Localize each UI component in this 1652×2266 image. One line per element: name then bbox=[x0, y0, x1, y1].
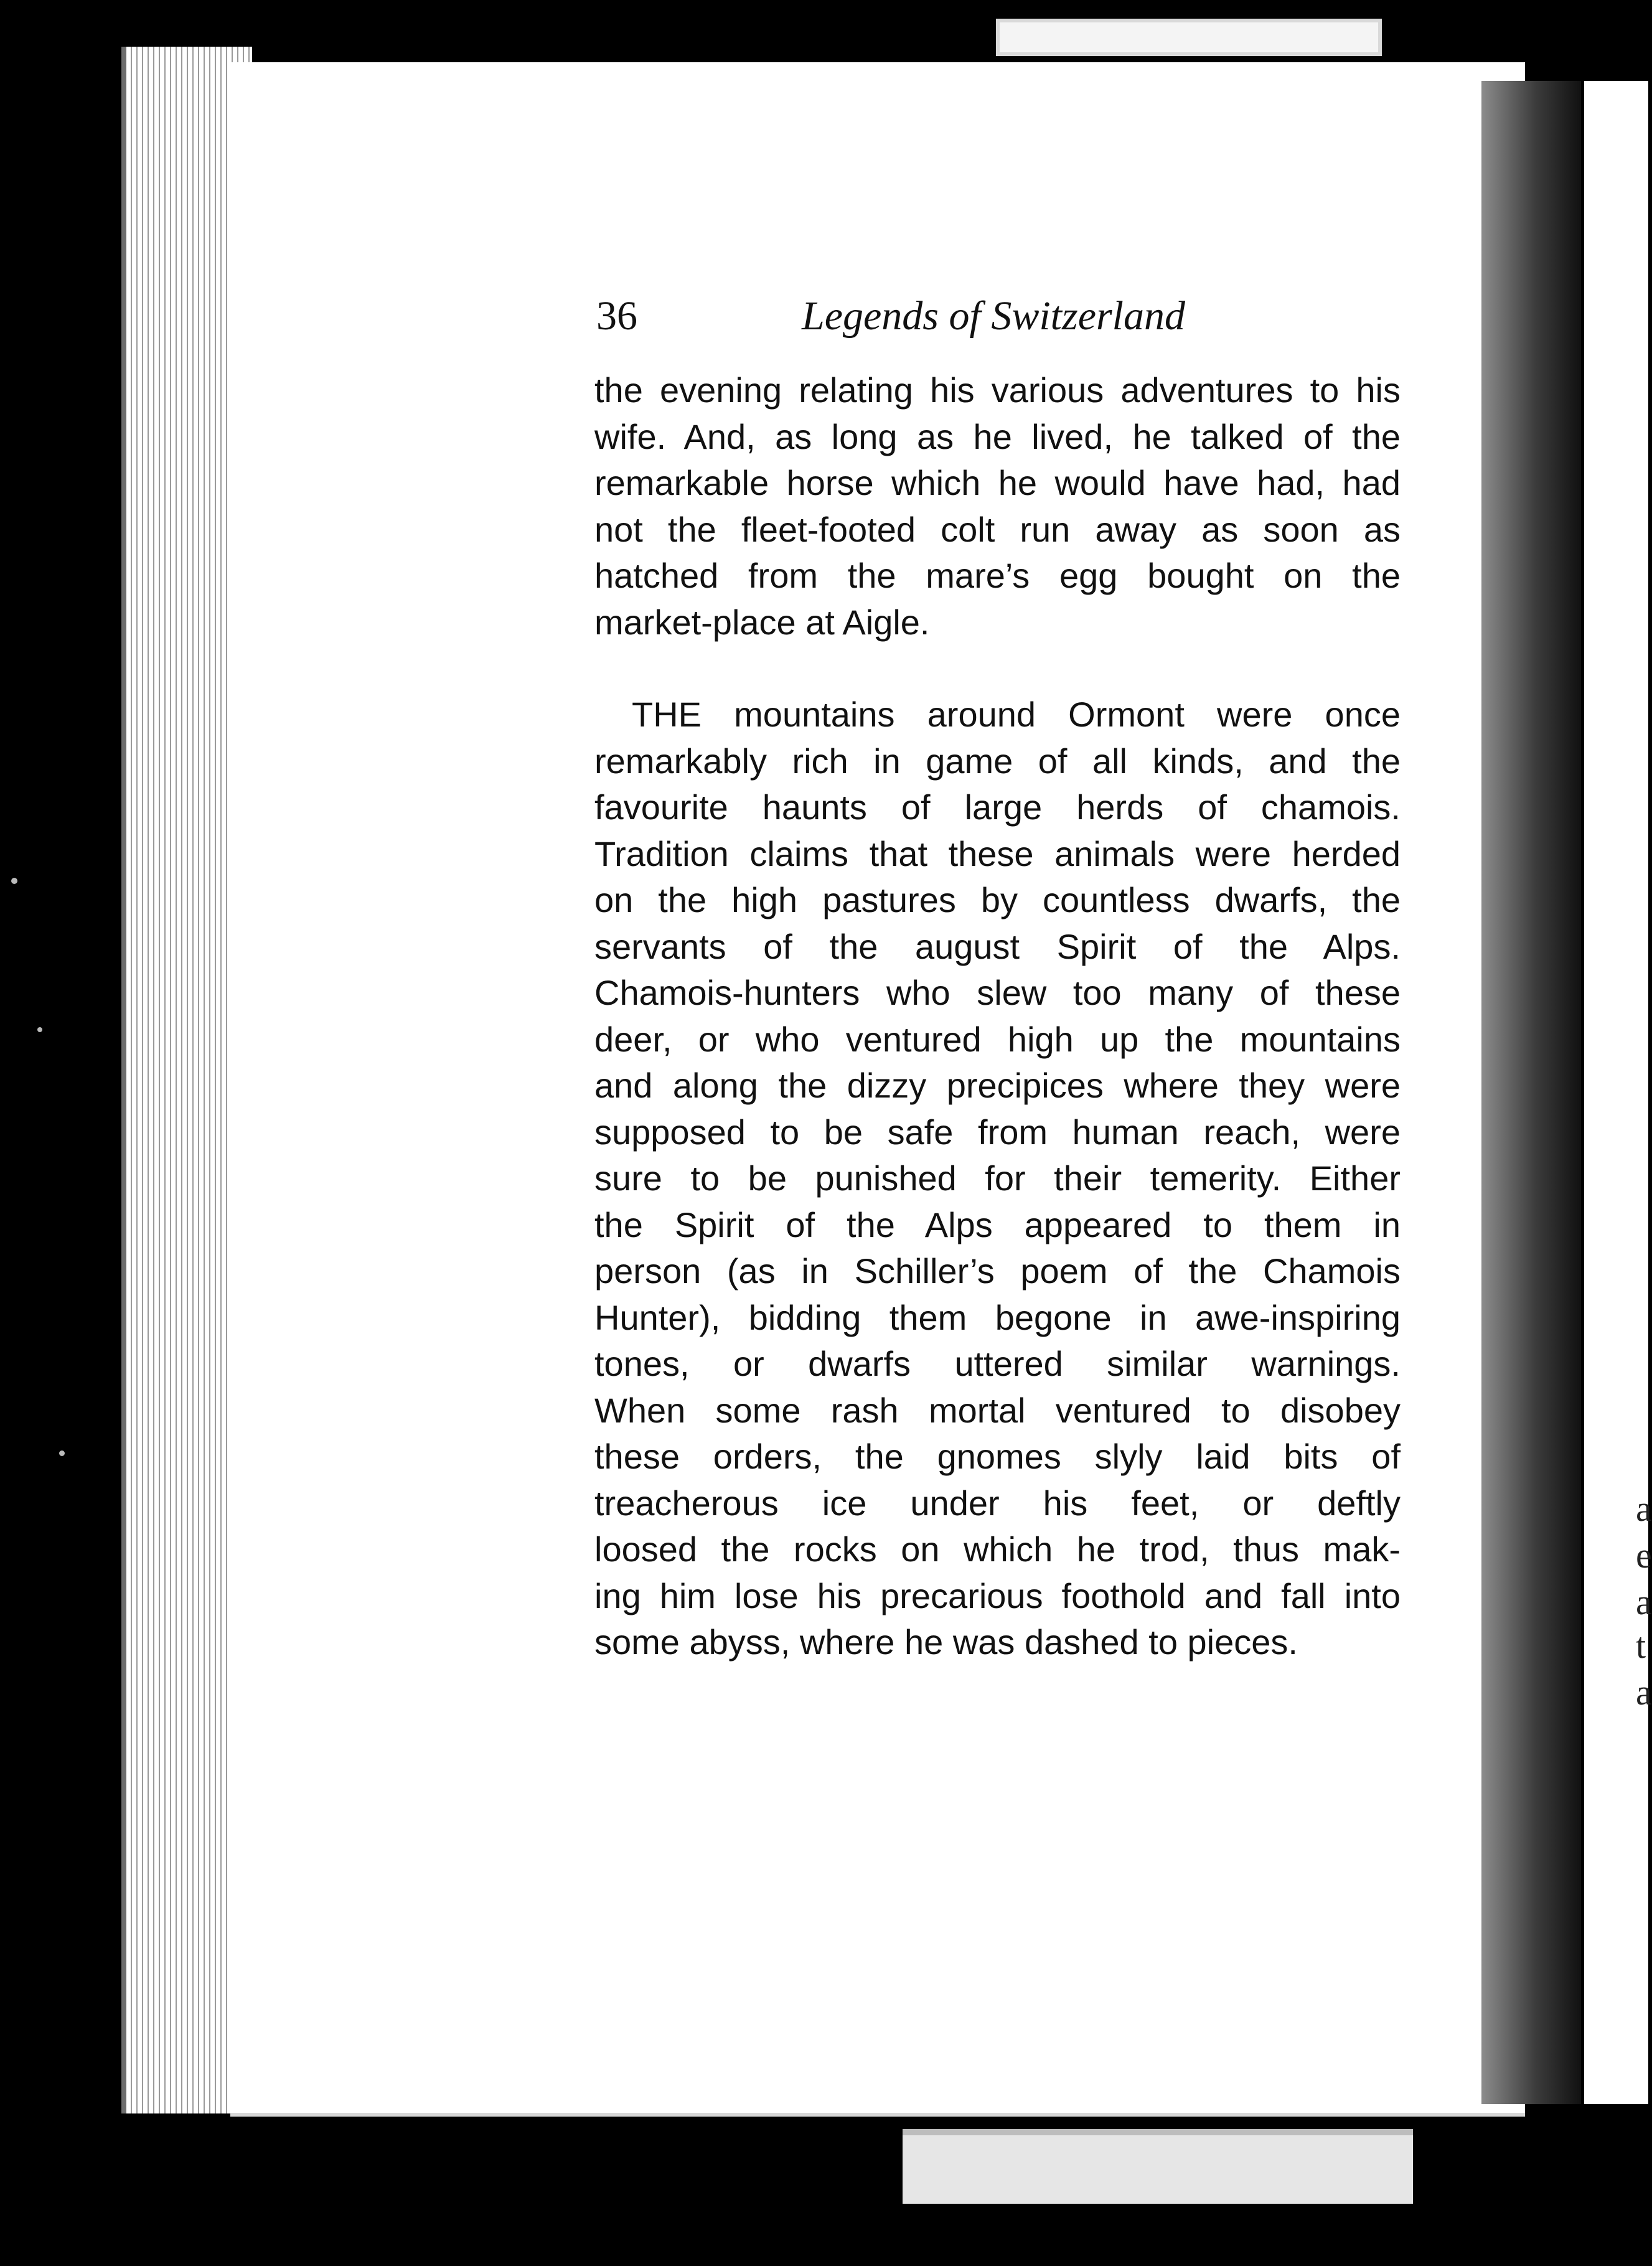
text-line: remarkably rich in game of all kinds, and the bbox=[594, 741, 1401, 781]
top-clip bbox=[996, 19, 1382, 56]
paragraph-1 bbox=[594, 367, 1401, 646]
text-line: tones, or dwarfs uttered similar warnings. bbox=[594, 1344, 1401, 1383]
text-line: Hunter), bidding them begone in awe-inspiring bbox=[594, 1297, 1401, 1337]
paragraph-2 bbox=[594, 692, 1401, 1666]
text-line: supposed to be safe from human reach, were bbox=[594, 1112, 1401, 1152]
text-line: remarkable horse which he would have had, had bbox=[594, 463, 1401, 502]
running-title: Legends of Switzerland bbox=[802, 293, 1186, 339]
next-page-fragment: a bbox=[1636, 1488, 1652, 1529]
next-page-fragment: a bbox=[1636, 1582, 1652, 1622]
next-page-fragment: e bbox=[1636, 1535, 1652, 1576]
text-line: THE mountains around Ormont were once bbox=[632, 695, 1401, 734]
text-line: sure to be punished for their temerity. Either bbox=[594, 1159, 1401, 1198]
next-page-fragment: a bbox=[1636, 1672, 1652, 1713]
text-line: these orders, the gnomes slyly laid bits of bbox=[594, 1437, 1401, 1476]
text-line: and along the dizzy precipices where they were bbox=[594, 1066, 1401, 1105]
gutter-shadow bbox=[1481, 81, 1581, 2104]
text-line: not the fleet-footed colt run away as soon as bbox=[594, 509, 1401, 549]
scan-speck bbox=[59, 1450, 65, 1456]
text-line: Tradition claims that these animals were herded bbox=[594, 834, 1401, 873]
page-number: 36 bbox=[596, 293, 637, 339]
text-line: wife. And, as long as he lived, he talked of the bbox=[594, 416, 1401, 456]
text-line: person (as in Schiller’s poem of the Chamois bbox=[594, 1251, 1401, 1290]
body-text bbox=[594, 367, 1401, 1666]
text-line: the evening relating his various adventures to his bbox=[594, 370, 1401, 410]
text-line: hatched from the mare’s egg bought on the bbox=[594, 556, 1401, 595]
text-line: the Spirit of the Alps appeared to them in bbox=[594, 1205, 1401, 1244]
next-page-strip bbox=[1584, 81, 1648, 2104]
next-page-fragment: t bbox=[1636, 1625, 1646, 1666]
text-line: some abyss, where he was dashed to pieces. bbox=[594, 1622, 1298, 1662]
text-line: ing him lose his precarious foothold and fall into bbox=[594, 1576, 1401, 1615]
text-line: favourite haunts of large herds of chamois. bbox=[594, 787, 1401, 827]
text-line: loosed the rocks on which he trod, thus mak- bbox=[594, 1530, 1401, 1569]
text-line: Chamois-hunters who slew too many of these bbox=[594, 973, 1401, 1012]
text-line: treacherous ice under his feet, or deftly bbox=[594, 1483, 1401, 1523]
text-line: deer, or who ventured high up the mountains bbox=[594, 1019, 1401, 1059]
paragraph-gap bbox=[594, 646, 1401, 692]
text-line: When some rash mortal ventured to disobey bbox=[594, 1390, 1401, 1430]
bottom-clip bbox=[903, 2129, 1413, 2204]
scan-speck bbox=[37, 1027, 42, 1032]
text-line: on the high pastures by countless dwarfs, the bbox=[594, 880, 1401, 919]
text-line: servants of the august Spirit of the Alps. bbox=[594, 926, 1401, 966]
text-line: market-place at Aigle. bbox=[594, 602, 930, 642]
scan-speck bbox=[11, 878, 17, 884]
